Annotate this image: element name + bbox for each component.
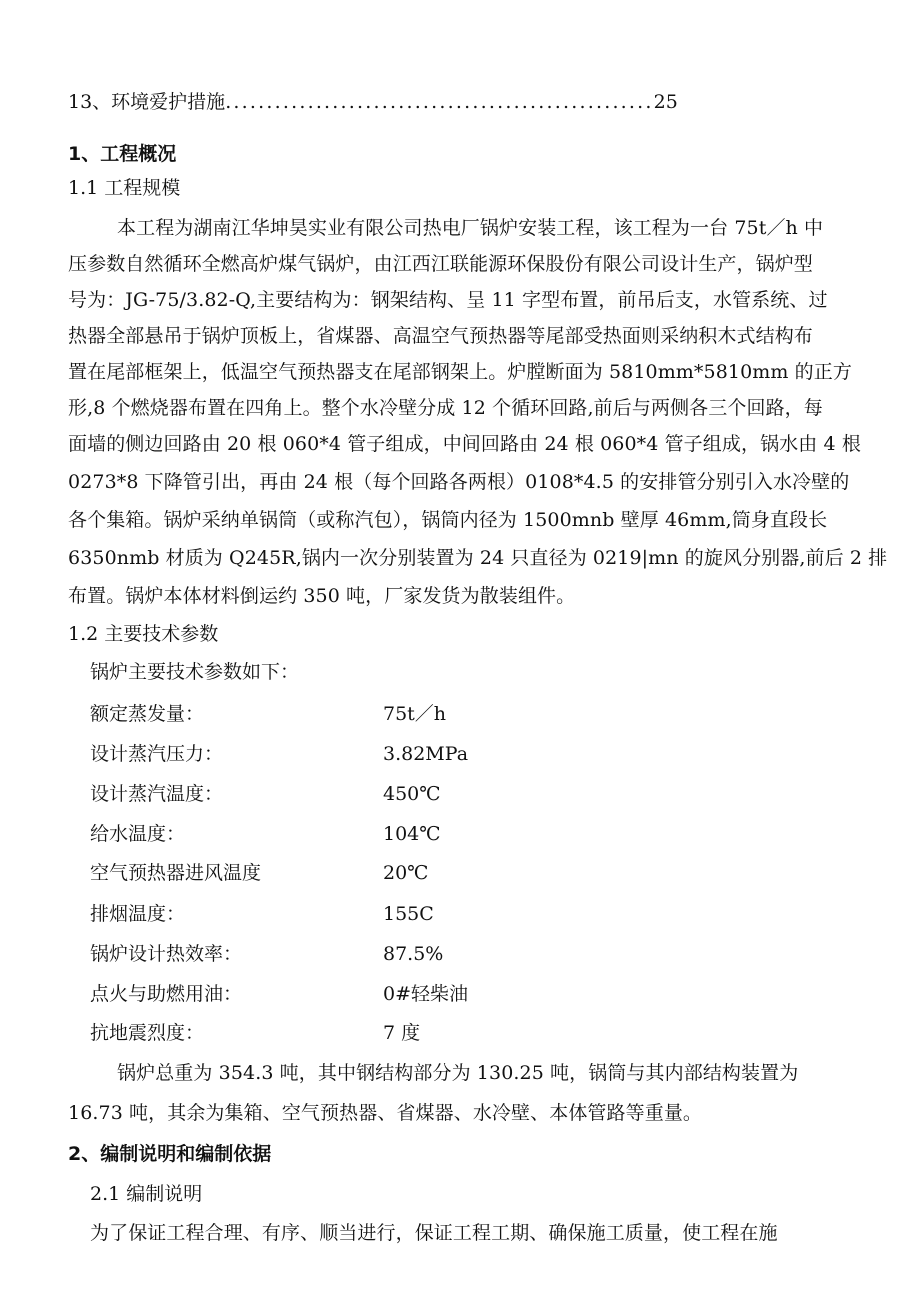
param-label: 排烟温度： xyxy=(90,903,186,925)
paragraph-line: 热器全部悬吊于锅炉顶板上，省煤器、高温空气预热器等尾部受热面则采纳积木式结构布 xyxy=(68,325,813,347)
toc-entry xyxy=(68,90,678,114)
param-label: 给水温度： xyxy=(90,823,186,845)
paragraph-line: 16.73 吨，其余为集箱、空气预热器、省煤器、水冷壁、本体管路等重量。 xyxy=(68,1102,703,1124)
paragraph-line: 为了保证工程合理、有序、顺当进行，保证工程工期、确保施工质量，使工程在施 xyxy=(90,1222,778,1244)
param-label: 额定蒸发量： xyxy=(90,703,205,725)
param-value: 75t／h xyxy=(383,703,447,725)
toc-dots: .................................................... xyxy=(225,91,654,113)
section-1-title: 1、工程概况 xyxy=(68,143,177,165)
param-value: 104℃ xyxy=(383,823,441,845)
param-label: 设计蒸汽压力： xyxy=(90,743,224,765)
paragraph-line: 锅炉总重为 354.3 吨，其中钢结构部分为 130.25 吨，锅筒与其内部结构装置为 xyxy=(117,1062,799,1084)
toc-page-number: 25 xyxy=(653,91,678,113)
section-2-title: 2、编制说明和编制依据 xyxy=(68,1143,272,1165)
param-value: 155C xyxy=(383,903,434,925)
param-label: 点火与助燃用油： xyxy=(90,983,243,1005)
subsection-1-1-title: 1.1 工程规模 xyxy=(68,177,181,199)
paragraph-line: 号为：JG-75/3.82-Q,主要结构为：钢架结构、呈 11 字型布置，前吊后支，水管系统、过 xyxy=(68,289,828,311)
toc-entry-title: 13、环境爱护措施 xyxy=(68,91,226,113)
paragraph-line: 本工程为湖南江华坤昊实业有限公司热电厂锅炉安装工程，该工程为一台 75t／h 中 xyxy=(117,217,824,239)
paragraph-line: 置在尾部框架上，低温空气预热器支在尾部钢架上。炉膛断面为 5810mm*5810mm 的正方 xyxy=(68,361,852,383)
paragraph-line: 压参数自然循环全燃高炉煤气锅炉，由江西江联能源环保股份有限公司设计生产，锅炉型 xyxy=(68,253,813,275)
param-value: 450℃ xyxy=(383,783,441,805)
param-label: 设计蒸汽温度： xyxy=(90,783,224,805)
param-label: 空气预热器进风温度 xyxy=(90,862,262,884)
param-value: 87.5% xyxy=(383,943,444,965)
param-value: 7 度 xyxy=(383,1022,421,1044)
paragraph-line: 面墙的侧边回路由 20 根 060*4 管子组成，中间回路由 24 根 060*4 管子组成，锅水由 4 根 xyxy=(68,433,861,455)
param-value: 20℃ xyxy=(383,862,429,884)
paragraph-line: 6350nmb 材质为 Q245R,锅内一次分别装置为 24 只直径为 0219|mn 的旋风分别器,前后 2 排 xyxy=(68,547,888,569)
param-label: 抗地震烈度： xyxy=(90,1022,205,1044)
params-intro: 锅炉主要技术参数如下： xyxy=(90,661,300,683)
paragraph-line: 形,8 个燃烧器布置在四角上。整个水冷壁分成 12 个循环回路,前后与两侧各三个回路，每 xyxy=(68,397,823,419)
param-value: 3.82MPa xyxy=(383,743,469,765)
subsection-1-2-title: 1.2 主要技术参数 xyxy=(68,623,219,645)
paragraph-line: 0273*8 下降管引出，再由 24 根（每个回路各两根）0108*4.5 的安排管分别引入水冷壁的 xyxy=(68,471,850,493)
paragraph-line: 各个集箱。锅炉采纳单锅筒（或称汽包），锅筒内径为 1500mnb 壁厚 46mm,筒身直段长 xyxy=(68,509,828,531)
param-label: 锅炉设计热效率： xyxy=(90,943,243,965)
param-value: 0#轻柴油 xyxy=(383,983,469,1005)
paragraph-line: 布置。锅炉本体材料倒运约 350 吨，厂家发货为散装组件。 xyxy=(68,585,576,607)
subsection-2-1-title: 2.1 编制说明 xyxy=(90,1183,203,1205)
